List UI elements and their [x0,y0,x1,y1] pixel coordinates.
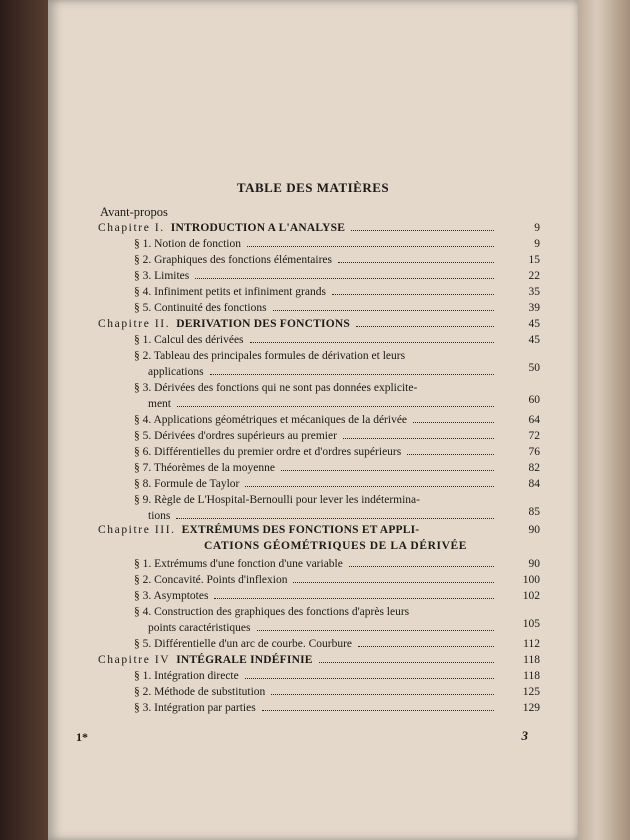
section-page: 112 [523,638,540,650]
avant-propos: Avant-propos [100,205,168,219]
section-entry [98,300,540,316]
chapter-title: DERIVATION DES FONCTIONS [176,318,350,330]
section-title-continued: applications [148,366,204,378]
chapter-heading [98,316,540,332]
section-page: 39 [528,302,540,314]
section-page: 72 [528,430,540,442]
section-page: 50 [528,362,540,374]
leader-dots [262,710,494,711]
section-title: § 3. Limites [134,270,190,282]
section-title: § 2. Graphiques des fonctions élémentaires [134,254,332,266]
book-edge-left [0,0,50,840]
leader-dots [245,678,494,679]
section-title-line2 [134,364,498,380]
section-page: 90 [528,558,540,570]
section-page: 129 [522,702,540,714]
section-title-continued: points caractéristiques [148,622,251,634]
section-page: 82 [528,462,540,474]
section-entry [98,236,540,252]
section-entry [98,572,540,588]
section-title: § 7. Théorèmes de la moyenne [134,462,275,474]
section-entry [98,332,540,348]
section-page: 100 [522,574,540,586]
section-page: 64 [528,414,540,426]
section-title-continued: tions [148,510,171,522]
section-entry [98,348,540,380]
section-entry [98,700,540,716]
chapter-page: 45 [528,318,540,330]
leader-dots [351,230,494,231]
book-edge-right [575,0,630,840]
leader-dots [245,486,494,487]
leader-dots [214,598,494,599]
section-entry [98,252,540,268]
section-title: § 6. Différentielles du premier ordre et d'ordres supérieurs [134,446,402,458]
section-entry [98,636,540,652]
section-entry [98,412,540,428]
page-number: 3 [521,728,528,743]
section-page: 60 [528,394,540,406]
section-title-line2 [134,508,498,524]
leader-dots [358,646,494,647]
section-title: § 4. Infiniment petits et infiniment grands [134,286,326,298]
section-title-continued: ment [148,398,171,410]
chapter-label: Chapitre IV [98,654,171,666]
section-entry [98,668,540,684]
section-title: § 1. Notion de fonction [134,238,241,250]
leader-dots [176,518,494,519]
section-entry [98,460,540,476]
page-title: TABLE DES MATIÈRES [236,180,390,195]
chapter-label: Chapitre III. [98,524,176,536]
section-page: 118 [523,670,540,682]
leader-dots [257,630,494,631]
section-title: § 8. Formule de Taylor [134,478,240,490]
leader-dots [356,326,494,327]
section-entry [98,268,540,284]
section-title: § 2. Tableau des principales formules de dérivation et leurs [134,350,406,362]
section-title: § 3. Intégration par parties [134,702,256,714]
section-title: § 3. Asymptotes [134,590,209,602]
section-page: 45 [528,334,540,346]
chapter-title: EXTRÉMUMS DES FONCTIONS ET APPLI- [181,524,420,536]
chapter-page: 9 [534,222,540,234]
leader-dots [343,438,494,439]
leader-dots [293,582,494,583]
section-page: 9 [534,238,540,250]
section-title: § 5. Dérivées d'ordres supérieurs au premier [134,430,337,442]
leader-dots [338,262,494,263]
chapter-heading [98,220,540,236]
section-entry [98,684,540,700]
chapter-heading [98,524,540,556]
chapter-label: Chapitre II. [98,318,171,330]
section-title: § 5. Continuité des fonctions [134,302,267,314]
section-title: § 5. Différentielle d'un arc de courbe. Courbure [134,638,353,650]
section-page: 22 [528,270,540,282]
section-entry [98,588,540,604]
section-page: 85 [528,506,540,518]
table-of-contents [98,220,540,716]
chapter-title-continued: CATIONS GÉOMÉTRIQUES DE LA DÉRIVÉE [204,540,468,552]
leader-dots [247,246,494,247]
chapter-heading-line [98,524,498,540]
section-page: 84 [528,478,540,490]
section-entry [98,428,540,444]
section-title: § 3. Dérivées des fonctions qui ne sont pas données explicite- [134,382,418,394]
leader-dots [407,454,494,455]
section-title: § 1. Intégration directe [134,670,239,682]
leader-dots [281,470,494,471]
section-title: § 9. Règle de L'Hospital-Bernoulli pour lever les indétermina- [134,494,420,506]
chapter-page: 118 [523,654,540,666]
leader-dots [195,278,494,279]
leader-dots [332,294,494,295]
section-entry [98,492,540,524]
section-title: § 4. Applications géométriques et mécaniques de la dérivée [134,414,408,426]
leader-dots [413,422,494,423]
section-page: 76 [528,446,540,458]
chapter-title: INTÉGRALE INDÉFINIE [176,654,313,666]
chapter-page: 90 [528,524,540,536]
chapter-title: INTRODUCTION A L'ANALYSE [170,222,346,234]
leader-dots [273,310,494,311]
section-title: § 2. Méthode de substitution [134,686,266,698]
chapter-heading-line [98,540,498,556]
section-entry [98,476,540,492]
section-title: § 4. Construction des graphiques des fonctions d'après leurs [134,606,410,618]
section-title: § 1. Calcul des dérivées [134,334,244,346]
leader-dots [319,662,494,663]
section-entry [98,444,540,460]
section-title: § 1. Extrémums d'une fonction d'une variable [134,558,343,570]
section-title: § 2. Concavité. Points d'inflexion [134,574,288,586]
leader-dots [271,694,494,695]
section-entry [98,380,540,412]
section-title-line2 [134,396,498,412]
section-page: 35 [528,286,540,298]
section-page: 105 [522,618,540,630]
chapter-heading [98,652,540,668]
section-entry [98,556,540,572]
section-title-line2 [134,620,498,636]
chapter-label: Chapitre I. [98,222,165,234]
signature-mark: 1* [76,730,88,744]
section-page: 15 [528,254,540,266]
leader-dots [210,374,494,375]
leader-dots [349,566,494,567]
section-page: 125 [522,686,540,698]
leader-dots [177,406,494,407]
leader-dots [250,342,494,343]
section-entry [98,284,540,300]
section-entry [98,604,540,636]
book-page [48,0,578,840]
section-page: 102 [522,590,540,602]
